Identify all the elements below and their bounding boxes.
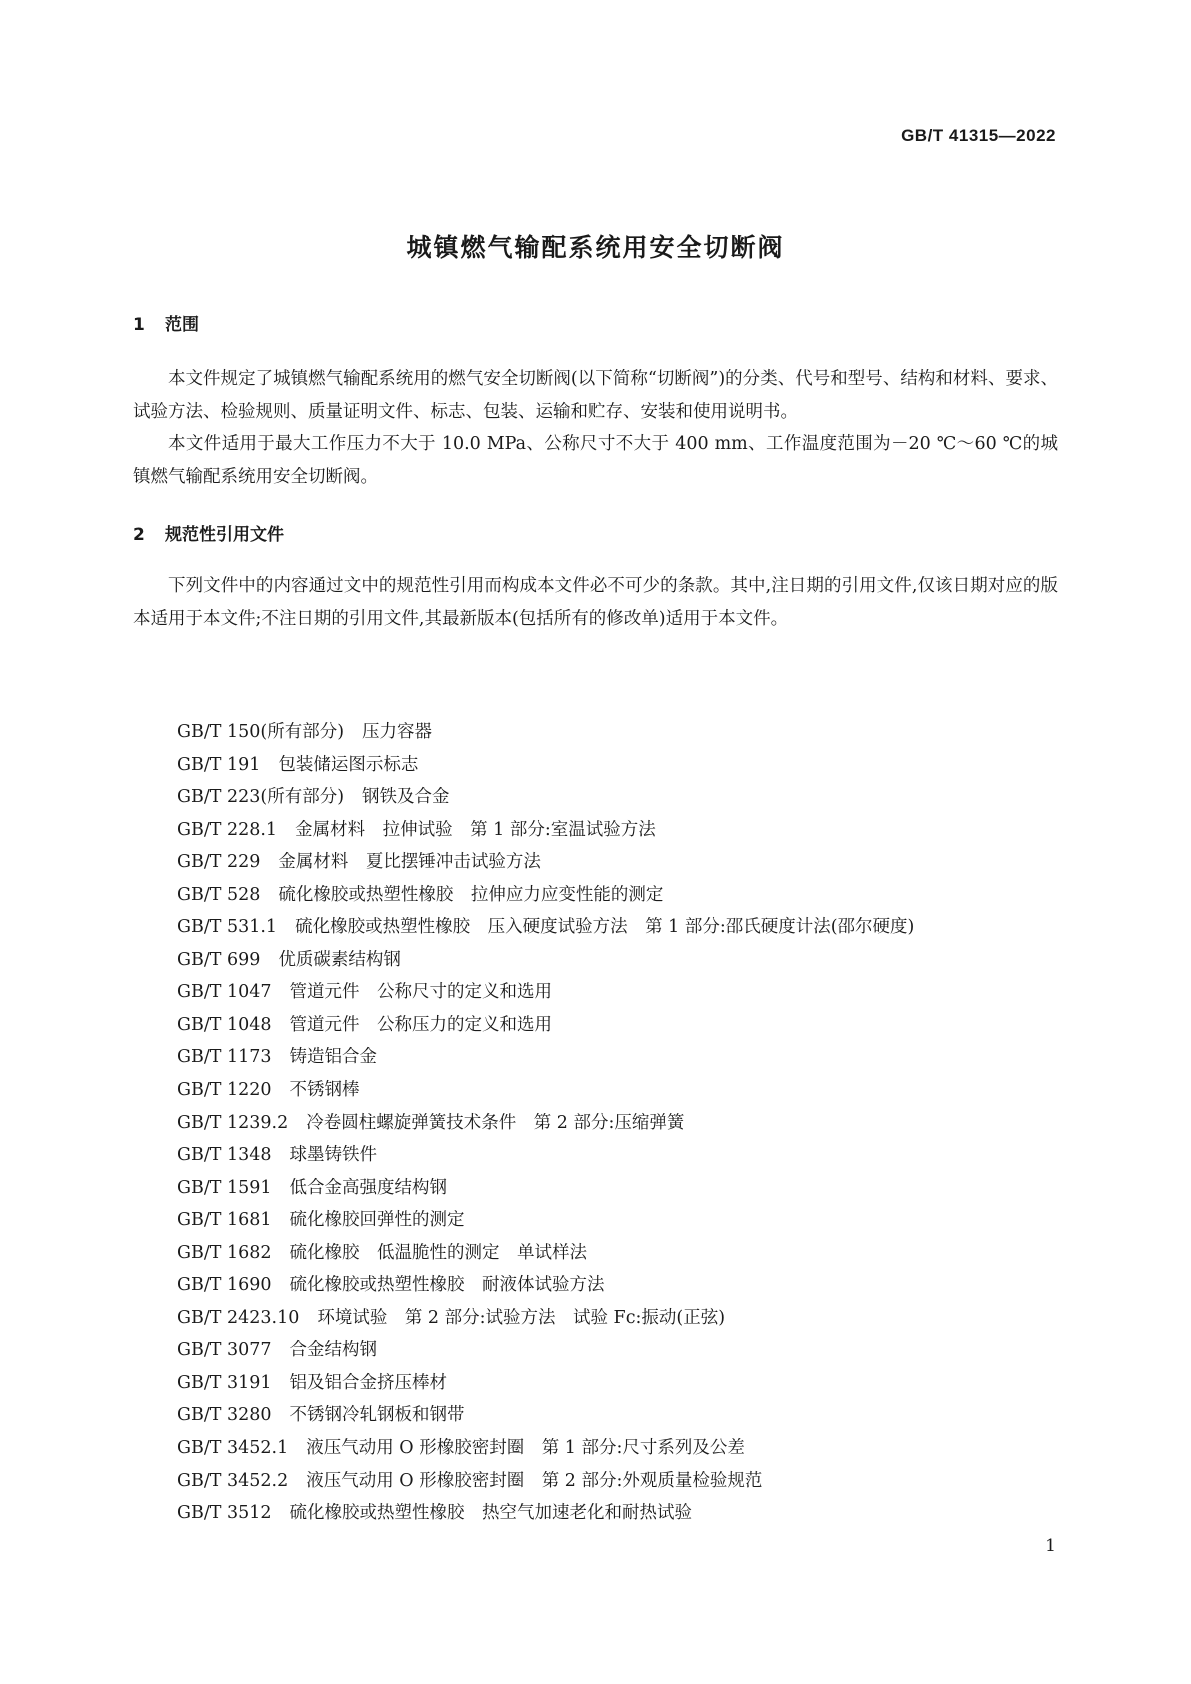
reference-item (177, 814, 914, 847)
normative-intro-paragraph: 下列文件中的内容通过文中的规范性引用而构成本文件必不可少的条款。其中,注日期的引用文件,仅该日期对应的版本适用于本文件;不注日期的引用文件,其最新版本(包括所有的修改单)适用于本文件。 (133, 576, 1058, 629)
page-number: 1 (1045, 1536, 1056, 1556)
reference-item (177, 1107, 914, 1140)
reference-code: GB/T 1047 (177, 982, 272, 1003)
reference-title: 硫化橡胶回弹性的测定 (289, 1210, 465, 1231)
scope-paragraph-1: 本文件规定了城镇燃气输配系统用的燃气安全切断阀(以下简称“切断阀”)的分类、代号和型号、结构和材料、要求、试验方法、检验规则、质量证明文件、标志、包装、运输和贮存、安装和使用说明书。 (133, 369, 1058, 422)
reference-title: 合金结构钢 (289, 1340, 378, 1361)
reference-item (177, 1269, 914, 1302)
section-number: 2 (133, 525, 145, 545)
reference-item (177, 1432, 914, 1465)
reference-item (177, 1009, 914, 1042)
reference-code: GB/T 228.1 (177, 819, 278, 840)
reference-title: 硫化橡胶或热塑性橡胶 压入硬度试验方法 第 1 部分:邵氏硬度计法(邵尔硬度) (295, 917, 915, 938)
reference-code: GB/T 3077 (177, 1340, 272, 1361)
reference-item (177, 1172, 914, 1205)
reference-code: GB/T 150(所有部分) (177, 722, 345, 742)
reference-item (177, 944, 914, 977)
reference-item (177, 846, 914, 879)
reference-code: GB/T 223(所有部分) (177, 787, 345, 808)
reference-item (177, 1237, 914, 1270)
reference-title: 硫化橡胶或热塑性橡胶 拉伸应力应变性能的测定 (278, 884, 664, 905)
reference-title: 金属材料 拉伸试验 第 1 部分:室温试验方法 (295, 819, 656, 840)
reference-item (177, 781, 914, 814)
reference-code: GB/T 528 (177, 884, 261, 905)
section-2-heading (133, 520, 284, 545)
reference-item (177, 1497, 914, 1530)
reference-code: GB/T 1239.2 (177, 1112, 289, 1133)
reference-title: 包装储运图示标志 (278, 754, 419, 775)
reference-title: 硫化橡胶或热塑性橡胶 热空气加速老化和耐热试验 (289, 1503, 693, 1524)
reference-title: 不锈钢冷轧钢板和钢带 (289, 1405, 465, 1426)
reference-item (177, 1139, 914, 1172)
reference-title: 管道元件 公称尺寸的定义和选用 (289, 982, 553, 1003)
reference-item (177, 911, 914, 944)
reference-title: 液压气动用 O 形橡胶密封圈 第 1 部分:尺寸系列及公差 (306, 1438, 745, 1459)
reference-code: GB/T 531.1 (177, 917, 278, 938)
reference-code: GB/T 1173 (177, 1047, 272, 1068)
section-1-heading (133, 310, 199, 335)
reference-item (177, 1399, 914, 1432)
reference-code: GB/T 1682 (177, 1242, 272, 1263)
reference-item (177, 749, 914, 782)
reference-code: GB/T 1048 (177, 1014, 272, 1035)
reference-list (177, 716, 914, 1530)
reference-title: 球墨铸铁件 (289, 1145, 378, 1166)
reference-code: GB/T 1681 (177, 1210, 272, 1231)
reference-title: 铝及铝合金挤压棒材 (289, 1372, 448, 1393)
document-title: 城镇燃气输配系统用安全切断阀 (406, 233, 785, 262)
reference-title: 液压气动用 O 形橡胶密封圈 第 2 部分:外观质量检验规范 (306, 1470, 763, 1491)
reference-code: GB/T 1690 (177, 1275, 272, 1296)
reference-code: GB/T 2423.10 (177, 1307, 300, 1328)
reference-title: 硫化橡胶 低温脆性的测定 单试样法 (289, 1242, 588, 1263)
reference-title: 环境试验 第 2 部分:试验方法 试验 Fc:振动(正弦) (317, 1307, 726, 1328)
reference-code: GB/T 1348 (177, 1145, 272, 1166)
section-title: 范围 (165, 315, 199, 335)
reference-code: GB/T 3191 (177, 1372, 272, 1393)
reference-title: 冷卷圆柱螺旋弹簧技术条件 第 2 部分:压缩弹簧 (306, 1112, 685, 1133)
scope-paragraph-2: 本文件适用于最大工作压力不大于 10.0 MPa、公称尺寸不大于 400 mm、工作温度范围为－20 ℃～60 ℃的城镇燃气输配系统用安全切断阀。 (133, 434, 1058, 487)
reference-code: GB/T 3452.2 (177, 1470, 289, 1491)
reference-item (177, 976, 914, 1009)
reference-code: GB/T 229 (177, 852, 261, 873)
reference-item (177, 1302, 914, 1335)
reference-code: GB/T 191 (177, 754, 261, 775)
reference-code: GB/T 3280 (177, 1405, 272, 1426)
reference-title: 低合金高强度结构钢 (289, 1177, 448, 1198)
reference-title: 优质碳素结构钢 (278, 949, 401, 970)
reference-title: 管道元件 公称压力的定义和选用 (289, 1014, 553, 1035)
reference-item (177, 716, 914, 749)
reference-code: GB/T 1591 (177, 1177, 272, 1198)
reference-title: 钢铁及合金 (362, 787, 450, 808)
standard-code: GB/T 41315—2022 (901, 126, 1056, 145)
reference-item (177, 1204, 914, 1237)
reference-title: 金属材料 夏比摆锤冲击试验方法 (278, 852, 541, 873)
reference-item (177, 1334, 914, 1367)
reference-code: GB/T 3512 (177, 1503, 272, 1524)
reference-item (177, 1074, 914, 1107)
reference-code: GB/T 3452.1 (177, 1438, 289, 1459)
reference-code: GB/T 1220 (177, 1080, 272, 1101)
reference-title: 铸造铝合金 (289, 1047, 378, 1068)
reference-title: 压力容器 (362, 722, 433, 742)
reference-item (177, 879, 914, 912)
reference-code: GB/T 699 (177, 949, 261, 970)
reference-item (177, 1465, 914, 1498)
section-title: 规范性引用文件 (165, 525, 284, 545)
reference-title: 硫化橡胶或热塑性橡胶 耐液体试验方法 (289, 1275, 605, 1296)
reference-item (177, 1367, 914, 1400)
section-number: 1 (133, 315, 145, 335)
reference-item (177, 1041, 914, 1074)
reference-title: 不锈钢棒 (289, 1080, 360, 1101)
